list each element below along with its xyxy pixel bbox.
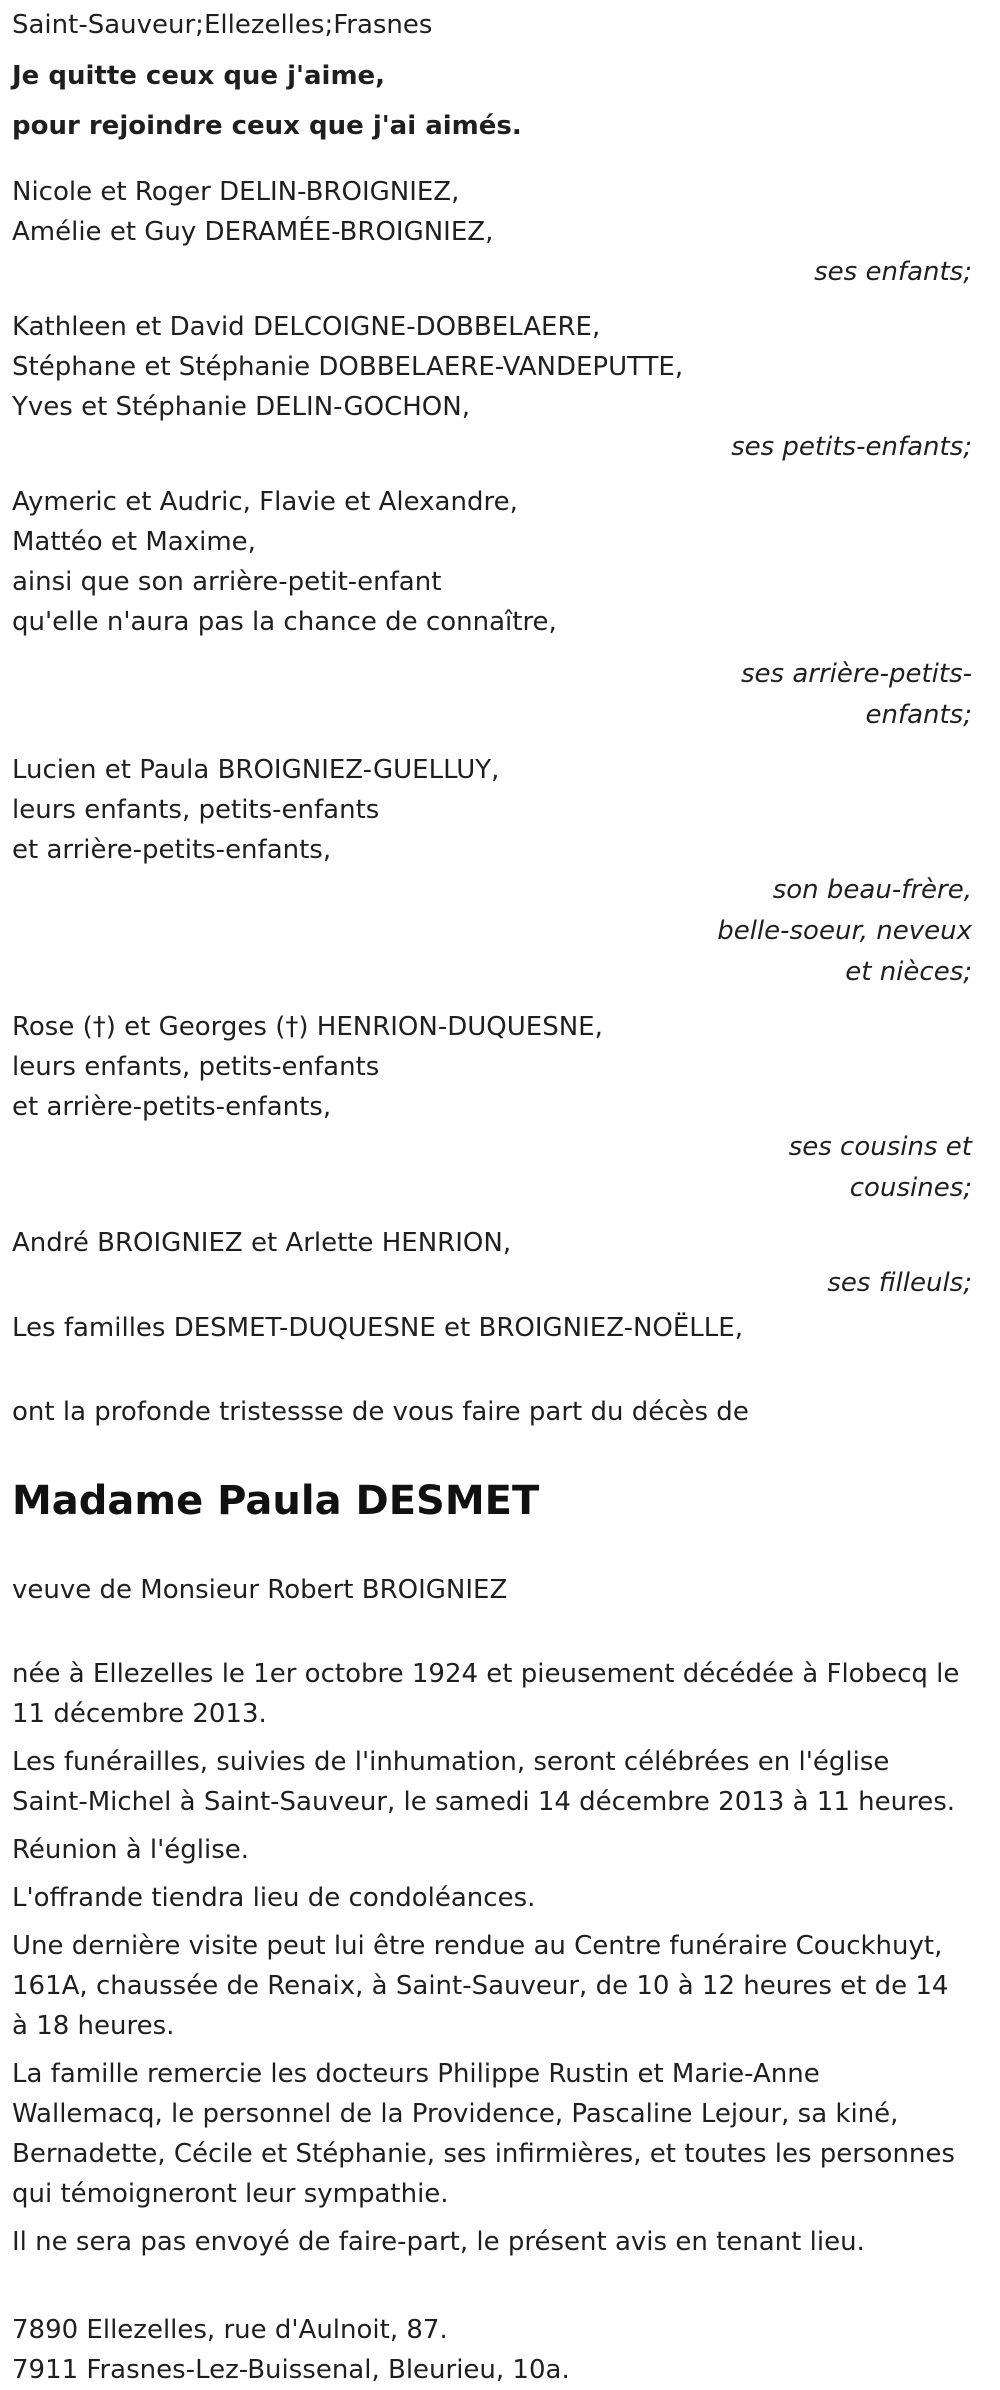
- family-line: et arrière-petits-enfants,: [12, 835, 332, 865]
- address-line: 7911 Frasnes-Lez-Buissenal, Bleurieu, 10a.: [12, 2355, 570, 2385]
- relation-label: belle-soeur, neveux: [717, 916, 972, 946]
- relation-label: enfants;: [865, 700, 972, 730]
- quote-line-1: Je quitte ceux que j'aime,: [12, 61, 386, 91]
- family-line: Les familles DESMET-DUQUESNE et BROIGNIEZ-NOËLLE,: [12, 1313, 743, 1343]
- relation-label: son beau-frère,: [772, 875, 972, 905]
- family-line: André BROIGNIEZ et Arlette HENRION,: [12, 1228, 512, 1258]
- family-line: Nicole et Roger DELIN-BROIGNIEZ,: [12, 177, 460, 207]
- relation-label: ses filleuls;: [827, 1268, 972, 1298]
- relation-label: ses enfants;: [814, 257, 972, 287]
- family-group: [12, 307, 988, 468]
- relation-label: cousines;: [849, 1173, 972, 1203]
- relation-label: et nièces;: [845, 957, 972, 987]
- family-line: Yves et Stéphanie DELIN-GOCHON,: [12, 392, 470, 422]
- family-group: [12, 750, 988, 993]
- offering-paragraph: L'offrande tiendra lieu de condoléances.: [12, 1883, 536, 1913]
- family-line: Stéphane et Stéphanie DOBBELAERE-VANDEPUTTE,: [12, 352, 684, 382]
- relation-label: ses petits-enfants;: [731, 432, 972, 462]
- announcement: ont la profonde tristessse de vous faire part du décès de: [12, 1397, 749, 1427]
- family-line: Aymeric et Audric, Flavie et Alexandre,: [12, 487, 518, 517]
- relation-label: ses arrière-petits-: [741, 659, 972, 689]
- location-header: Saint-Sauveur;Ellezelles;Frasnes: [12, 10, 433, 40]
- meeting-paragraph: Réunion à l'église.: [12, 1835, 250, 1865]
- family-line: leurs enfants, petits-enfants: [12, 795, 380, 825]
- family-line: Mattéo et Maxime,: [12, 527, 256, 557]
- family-line: leurs enfants, petits-enfants: [12, 1052, 380, 1082]
- notice-paragraph: Il ne sera pas envoyé de faire-part, le présent avis en tenant lieu.: [12, 2227, 865, 2257]
- details: [12, 1654, 988, 2262]
- relation-label: ses cousins et: [788, 1132, 972, 1162]
- deceased-name: Madame Paula DESMET: [12, 1478, 540, 1524]
- family-line: ainsi que son arrière-petit-enfant: [12, 567, 442, 597]
- family-line: qu'elle n'aura pas la chance de connaître,: [12, 607, 557, 637]
- widow-of: veuve de Monsieur Robert BROIGNIEZ: [12, 1575, 508, 1605]
- family-group: [12, 1223, 988, 1304]
- family-line: Rose (†) et Georges (†) HENRION-DUQUESNE,: [12, 1012, 603, 1042]
- address-line: 7890 Ellezelles, rue d'Aulnoit, 87.: [12, 2315, 448, 2345]
- family-group: [12, 1007, 988, 1209]
- family-line: et arrière-petits-enfants,: [12, 1092, 332, 1122]
- visit-paragraph: Une dernière visite peut lui être rendue au Centre funéraire Couckhuyt, 161A, chaussée de Renaix, à Saint-Sauveur, de 10 à 12 heures et de 14 à 18 heures.: [12, 1931, 949, 2041]
- family-line: Kathleen et David DELCOIGNE-DOBBELAERE,: [12, 312, 601, 342]
- family-line: Lucien et Paula BROIGNIEZ-GUELLUY,: [12, 755, 500, 785]
- birth-death-paragraph: née à Ellezelles le 1er octobre 1924 et pieusement décédée à Flobecq le 11 décembre 2013.: [12, 1659, 960, 1729]
- addresses: [12, 2310, 988, 2390]
- quote-line-2: pour rejoindre ceux que j'ai aimés.: [12, 111, 522, 141]
- family-group: [12, 482, 988, 736]
- funeral-paragraph: Les funérailles, suivies de l'inhumation, seront célébrées en l'église Saint-Michel à Saint-Sauveur, le samedi 14 décembre 2013 à 11 heures.: [12, 1747, 956, 1817]
- family-line: Amélie et Guy DERAMÉE-BROIGNIEZ,: [12, 217, 494, 247]
- family-groups: [12, 172, 988, 1348]
- family-group: [12, 1308, 988, 1348]
- thanks-paragraph: La famille remercie les docteurs Philippe Rustin et Marie-Anne Wallemacq, le personnel de la Providence, Pascaline Lejour, sa kiné, Bernadette, Cécile et Stéphanie, ses infirmières, et toutes les personnes qui témoigneront leur sympathie.: [12, 2059, 955, 2209]
- family-group: [12, 172, 988, 293]
